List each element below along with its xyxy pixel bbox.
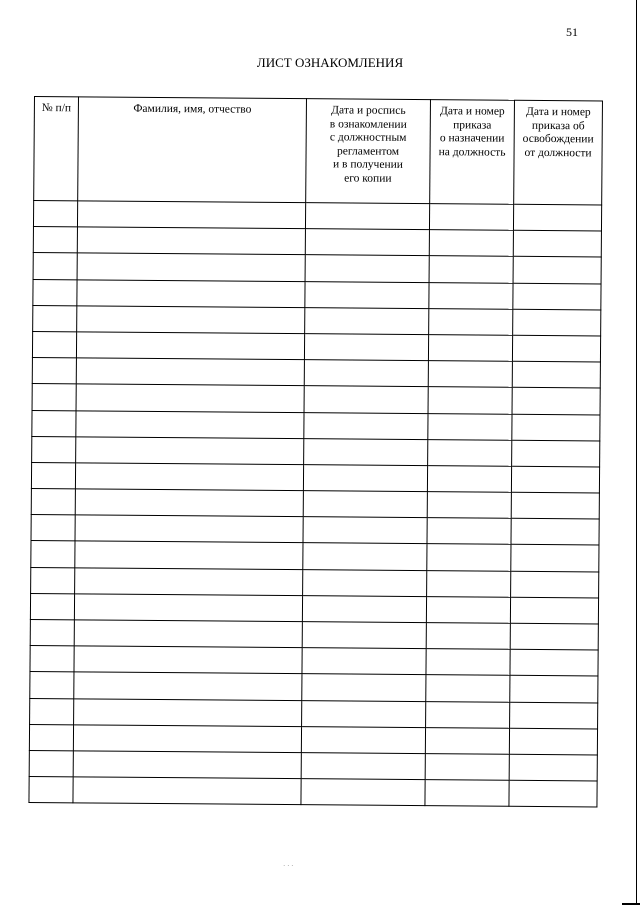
table-cell [33,305,77,332]
table-cell [75,489,303,517]
column-header-number: № п/п [34,97,79,201]
table-cell [76,332,304,360]
table-cell [426,675,510,702]
table-cell [73,751,301,779]
table-cell [33,201,77,228]
table-cell [302,595,426,622]
table-cell [512,414,600,441]
scan-specks: · · · [283,862,294,870]
table-cell [428,335,512,362]
table-cell [73,725,301,753]
table-cell [301,753,425,780]
acknowledgement-table [28,96,603,808]
table-cell [301,726,425,753]
table-cell [32,410,76,437]
table-cell [33,279,77,306]
table-cell [427,492,511,519]
table-cell [76,384,304,412]
table-cell [509,754,597,781]
table-cell [29,777,73,804]
table-cell [429,204,513,231]
table-cell [429,256,513,283]
page-title: ЛИСТ ОЗНАКОМЛЕНИЯ [256,55,404,70]
table-cell [510,649,598,676]
table-cell [32,331,76,358]
table-cell [301,779,425,806]
table-cell [77,279,305,307]
table-cell [510,623,598,650]
table-cell [511,519,599,546]
table-cell [303,569,427,596]
table-cell [73,777,301,805]
table-cell [429,308,513,335]
table-cell [304,438,428,465]
table-cell [74,672,302,700]
table-cell [74,698,302,726]
table-cell [511,545,599,572]
table-cell [513,230,601,257]
table-cell [302,674,426,701]
table-cell [304,360,428,387]
table-cell [77,306,305,334]
table-cell [31,489,75,516]
table-cell [75,463,303,491]
table-cell [74,646,302,674]
table-cell [427,518,511,545]
column-header-appointment-order: Дата и номер приказа о назначении на должность [430,100,515,205]
table-cell [304,386,428,413]
table-cell [29,724,73,751]
table-cell [31,567,75,594]
table-cell [33,227,77,254]
table-cell [305,203,429,230]
table-cell [77,227,305,255]
table-cell [513,283,601,310]
table-cell [305,281,429,308]
table-cell [302,700,426,727]
table-cell [303,465,427,492]
table-cell [304,412,428,439]
table-cell [513,309,601,336]
table-cell [305,229,429,256]
table-cell [512,335,600,362]
table-cell [74,620,302,648]
table-cell [30,593,74,620]
table-cell [509,728,597,755]
table-cell [429,230,513,257]
table-cell [509,780,597,807]
table-cell [427,544,511,571]
table-cell [426,701,510,728]
table-cell [74,594,302,622]
table-cell [425,780,509,807]
table-row [29,777,597,808]
table-cell [76,358,304,386]
table-cell [427,465,511,492]
table-cell [31,541,75,568]
table-cell [426,623,510,650]
column-header-full-name: Фамилия, имя, отчество [78,97,307,203]
table-cell [510,702,598,729]
table-cell [428,439,512,466]
table-cell [76,410,304,438]
table-cell [511,466,599,493]
table-cell [510,676,598,703]
table-cell [30,698,74,725]
table-cell [303,543,427,570]
table-cell [77,253,305,281]
table-body [29,201,602,808]
table-cell [30,646,74,673]
table-cell [29,750,73,777]
table-cell [305,307,429,334]
table-cell [31,515,75,542]
table-cell [30,619,74,646]
table-cell [75,567,303,595]
table-cell [32,436,76,463]
page-number: 51 [566,25,578,39]
table-cell [305,255,429,282]
table-cell [302,648,426,675]
table-cell [32,384,76,411]
table-cell [512,440,600,467]
table-cell [30,672,74,699]
table-cell [511,492,599,519]
table-cell [304,334,428,361]
table-cell [426,596,510,623]
column-header-acknowledgement-signature: Дата и роспись в ознакомлении с должностным регламентом и в получении его копии [306,99,431,204]
table-cell [77,201,305,229]
scan-edge-line [636,0,637,905]
table-cell [428,361,512,388]
table-cell [427,570,511,597]
table-cell [428,387,512,414]
table-cell [510,597,598,624]
column-header-dismissal-order: Дата и номер приказа об освобождении от должности [514,100,603,205]
table-cell [425,754,509,781]
table-header-row [34,97,603,205]
table-cell [33,253,77,280]
table-cell [76,437,304,465]
table-cell [426,649,510,676]
table-cell [303,517,427,544]
table-cell [428,413,512,440]
table-cell [303,491,427,518]
table-cell [511,571,599,598]
table-cell [513,257,601,284]
table-cell [75,515,303,543]
table-cell [512,361,600,388]
table-cell [512,388,600,415]
table-cell [32,358,76,385]
table-cell [31,462,75,489]
table-cell [425,727,509,754]
table-cell [302,622,426,649]
table-cell [429,282,513,309]
table-cell [75,541,303,569]
table-cell [513,204,601,231]
